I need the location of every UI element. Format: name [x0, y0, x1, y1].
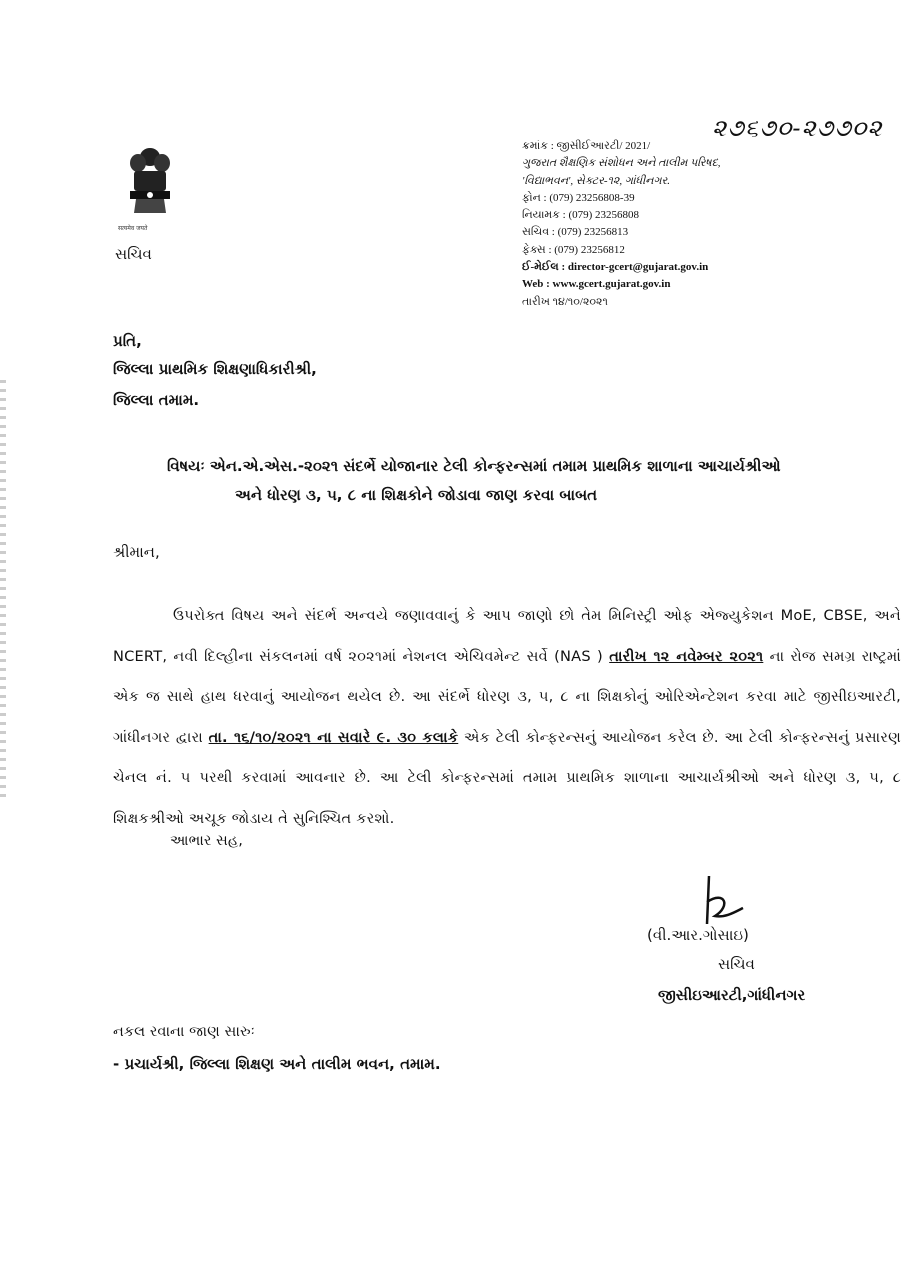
emblem-motto: सत्यमेव जयते	[118, 225, 148, 232]
organization-name: ગુજરાત શૈક્ષણિક સંશોધન અને તાલીમ પરિષદ,	[522, 157, 721, 170]
addressee-line1: જિલ્લા પ્રાથમિક શિક્ષણાધિકારીશ્રી,	[113, 360, 317, 378]
copy-heading: નકલ રવાના જાણ સારુઃ	[113, 1023, 255, 1040]
director-phone: નિયામક : (079) 23256808	[522, 209, 640, 222]
signature	[695, 872, 765, 932]
organization-address: 'વિદ્યાભવન', સેક્ટર-૧૨, ગાંધીનગર.	[522, 174, 670, 187]
signatory-designation: સચિવ	[718, 955, 755, 973]
teleconference-time: તા. ૧૬/૧૦/૨૦૨૧ ના સવારે ૯. ૩૦ કલાકે	[208, 728, 459, 746]
closing: આભાર સહ,	[170, 832, 243, 849]
signatory-name: (વી.આર.ગોસાઇ)	[647, 926, 749, 944]
national-emblem-icon	[122, 143, 178, 223]
fax: ફેક્સ : (079) 23256812	[522, 243, 625, 256]
copy-recipient: - પ્રચાર્યશ્રી, જિલ્લા શિક્ષણ અને તાલીમ ભવન, તમામ.	[113, 1055, 441, 1073]
body-text: એક ટેલી કોન્ફરન્સનું આયોજન કરેલ છે. આ ટેલી કોન્ફરન્સનું પ્રસારણ ચેનલ નં. ૫ પરથી કરવામાં આવનાર છે. આ ટેલી કોન્ફરન્સમાં તમામ પ્રાથમિક શાળાના આચાર્યશ્રીઓ અને ધોરણ ૩, ૫, ૮ શિક્ષકશ્રીઓ અચૂક જોડાય તે સુનિશ્ચિત કરશો.	[113, 728, 901, 827]
subject-line2: અને ધોરણ ૩, ૫, ૮ ના શિક્ષકોને જોડાવા જાણ કરવા બાબત	[235, 486, 598, 504]
body-text: ઉપરોક્ત વિષય અને સંદર્ભ અન્વયે જણાવવાનું કે આપ જાણો છો તેમ મિનિસ્ટ્રી ઓફ એજ્યુકેશન MoE, CBSE, અને NCERT, નવી દિલ્હીના સંકલનમાં વર્ષ ૨૦૨૧માં નેશનલ એચિવમેન્ટ સર્વે (NAS )	[113, 607, 901, 665]
letterhead-contact-block	[522, 138, 720, 311]
addressee-prefix: પ્રતિ,	[113, 332, 142, 350]
nas-date: તારીખ ૧૨ નવેમ્બર ૨૦૨૧	[609, 647, 764, 665]
handwritten-inward-number: ૨૭૬૭૦-૨૭૭૦૨	[712, 114, 883, 142]
salutation: શ્રીમાન,	[113, 543, 160, 561]
secretary-phone: સચિવ : (079) 23256813	[522, 226, 629, 239]
website: Web : www.gcert.gujarat.gov.in	[522, 278, 671, 291]
signatory-office: જીસીઇઆરટી,ગાંધીનગર	[658, 986, 806, 1004]
body-paragraph	[113, 596, 901, 839]
letter-date: તારીખ ૧૪/૧૦/૨૦૨૧	[522, 295, 608, 308]
email: ઈ-મેઈલ : director-gcert@gujarat.gov.in	[522, 261, 709, 274]
reference-number: ક્રમાંક : જીસીઈઆરટી/ 2021/	[522, 140, 651, 152]
sender-designation: સચિવ	[115, 245, 152, 263]
subject-line1: વિષયઃ એન.એ.એસ.-૨૦૨૧ સંદર્ભે યોજાનાર ટેલી કોન્ફરન્સમાં તમામ પ્રાથમિક શાળાના આચાર્યશ્રીઓ	[167, 457, 781, 475]
body-text: ના રોજ સમગ્ર રાષ્ટ્રમાં એક જ સાથે હાથ ધરવાનું આયોજન થયેલ છે. આ સંદર્ભે ધોરણ ૩, ૫, ૮ ના શિક્ષકોનું ઓરિએન્ટેશન કરવા માટે જીસીઇઆરટી, ગાંધીનગર દ્વારા	[113, 647, 901, 746]
phone: ફોન : (079) 23256808-39	[522, 191, 635, 204]
subject	[167, 452, 781, 510]
scan-edge-marks	[0, 380, 6, 800]
addressee-line2: જિલ્લા તમામ.	[113, 391, 200, 409]
